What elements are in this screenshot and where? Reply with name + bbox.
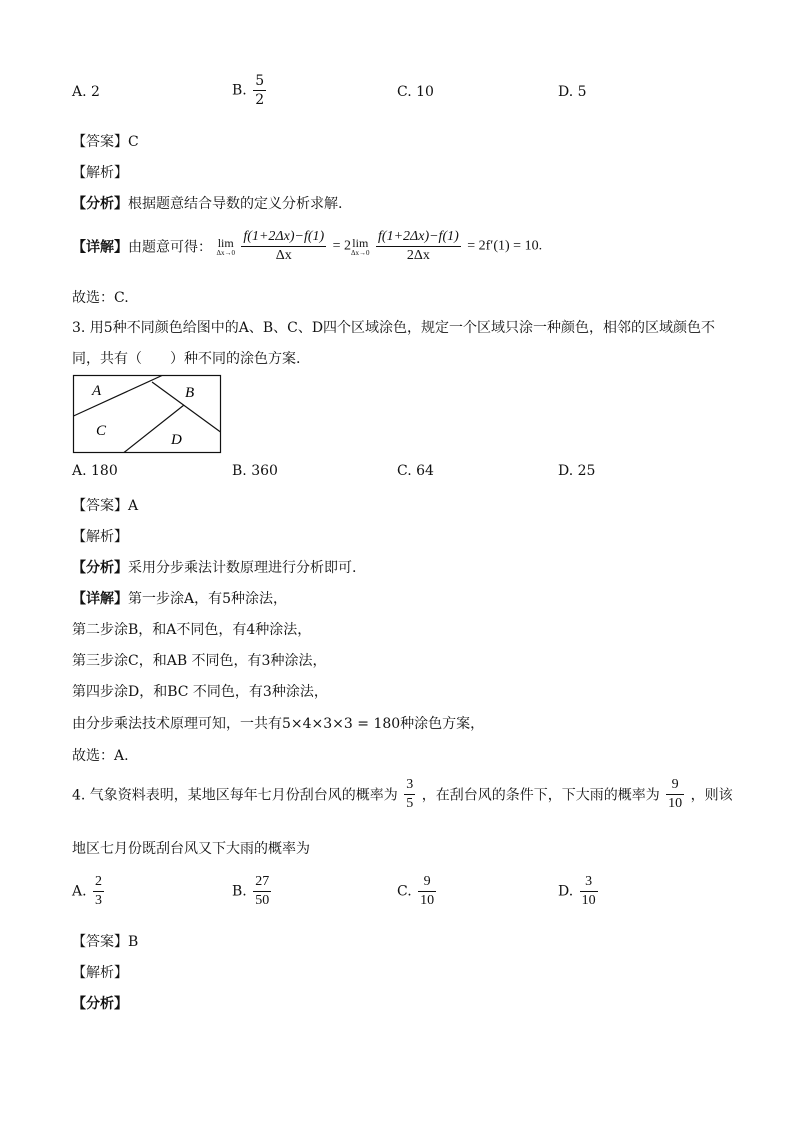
q4-fenxi: 【分析】 (72, 996, 128, 1012)
q3-step-3: 第三步涂C，和AB 不同色，有3种涂法， (72, 653, 327, 669)
denominator: 2 (255, 92, 265, 108)
option-label: B. (232, 883, 247, 900)
stem-part-b: ，在刮台风的条件下，下大雨的概率为 (421, 787, 660, 804)
numerator: 5 (255, 73, 265, 89)
stem-part-c: ，则该 (690, 787, 733, 804)
fenxi-text: 采用分步乘法计数原理进行分析即可. (128, 560, 357, 576)
fenxi-text: 根据题意结合导数的定义分析求解. (128, 196, 343, 212)
fenxi-tag: 【分析】 (72, 560, 128, 576)
region-label-d: D (171, 432, 182, 448)
denominator: Δx (241, 246, 326, 265)
q4-option-a (72, 873, 106, 910)
q2-answer: 【答案】C (72, 134, 139, 150)
divider-a-c (74, 376, 163, 417)
q2-option-a: A. 2 (72, 84, 100, 100)
q4-jiexi: 【解析】 (72, 965, 128, 981)
fraction (93, 873, 104, 910)
lim-text: lim (352, 235, 369, 250)
q4-stem-line2: 地区七月份既刮台风又下大雨的概率为 (72, 841, 310, 857)
q3-xiangjie (72, 588, 287, 608)
q4-answer: 【答案】B (72, 934, 139, 950)
denominator: 3 (95, 893, 103, 908)
region-label-b: B (185, 385, 195, 401)
q3-stem-line2: 同，共有（ ）种不同的涂色方案. (72, 351, 301, 367)
derivative-fraction-1 (241, 228, 326, 265)
step-1: 第一步涂A，有5种涂法， (128, 591, 288, 607)
denominator: 10 (668, 796, 683, 811)
q3-option-d: D. 25 (558, 463, 596, 479)
lim-sub: Δx→0 (351, 248, 370, 257)
fraction (418, 873, 436, 910)
limit-operator-2 (351, 237, 370, 257)
numerator: f(1+2Δx)−f(1) (243, 229, 325, 244)
numerator: f(1+2Δx)−f(1) (378, 229, 459, 244)
lim-text: lim (217, 235, 234, 250)
q2-xiangjie (72, 228, 542, 265)
denominator: 10 (581, 893, 596, 908)
q3-fenxi (72, 557, 356, 577)
q3-conclusion: 故选：A. (72, 748, 129, 764)
stem-part-a: 4. 气象资料表明，某地区每年七月份刮台风的概率为 (72, 787, 398, 804)
fenxi-tag: 【分析】 (72, 196, 128, 212)
q2-option-b (232, 72, 268, 109)
q3-answer: 【答案】A (72, 498, 139, 514)
denominator: 10 (420, 893, 435, 908)
numerator: 9 (671, 777, 679, 792)
xiangjie-tag: 【详解】 (72, 239, 128, 256)
probability-typhoon (404, 776, 415, 813)
denominator: 5 (406, 796, 414, 811)
numerator: 3 (406, 777, 414, 792)
numerator: 9 (423, 874, 431, 889)
q3-option-c: C. 64 (397, 463, 434, 479)
q3-option-b: B. 360 (232, 463, 278, 479)
result: = 2f′(1) = 10. (467, 238, 543, 254)
q4-option-d (558, 873, 600, 910)
q2-option-c: C. 10 (397, 84, 434, 100)
region-label-a: A (92, 383, 102, 399)
option-label: A. (72, 883, 87, 900)
q3-option-a: A. 180 (72, 463, 118, 479)
numerator: 2 (95, 874, 103, 889)
q3-step-5: 由分步乘法技术原理可知，一共有5×4×3×3 = 180种涂色方案， (72, 716, 485, 732)
q2-conclusion: 故选：C. (72, 290, 129, 306)
fraction (580, 873, 598, 910)
xiangjie-tag: 【详解】 (72, 591, 128, 607)
q3-stem-line1: 3. 用5种不同颜色给图中的A、B、C、D四个区域涂色，规定一个区域只涂一种颜色，相邻的区域颜色不 (72, 320, 716, 336)
q4-option-c (397, 873, 438, 910)
q2-option-d: D. 5 (558, 84, 587, 100)
q2-fenxi (72, 193, 342, 213)
q3-step-2: 第二步涂B，和A不同色，有4种涂法， (72, 622, 312, 638)
fraction (253, 72, 266, 109)
limit-operator (216, 237, 235, 257)
denominator: 2Δx (376, 246, 461, 265)
numerator: 3 (585, 874, 593, 889)
denominator: 50 (255, 893, 270, 908)
probability-rain (666, 776, 684, 813)
q4-stem-line1 (72, 776, 733, 813)
q3-step-4: 第四步涂D，和BC 不同色，有3种涂法， (72, 684, 328, 700)
q2-jiexi: 【解析】 (72, 165, 128, 181)
option-label: D. (558, 883, 574, 900)
option-label: B. (232, 82, 247, 99)
q3-jiexi: 【解析】 (72, 529, 128, 545)
derivative-fraction-2 (376, 228, 461, 265)
equals-2: = 2 (332, 238, 352, 254)
option-label: C. (397, 883, 412, 900)
region-diagram (72, 374, 222, 454)
q4-option-b (232, 873, 273, 910)
lim-sub: Δx→0 (216, 248, 235, 257)
xiangjie-prefix: 由题意可得： (128, 239, 212, 256)
fraction (253, 873, 271, 910)
numerator: 27 (255, 874, 270, 889)
region-label-c: C (96, 423, 107, 439)
